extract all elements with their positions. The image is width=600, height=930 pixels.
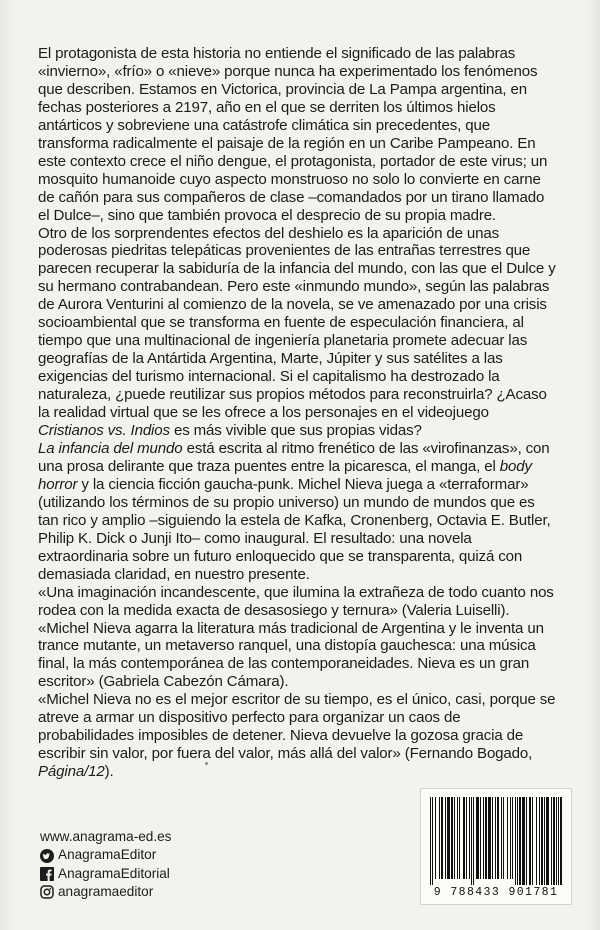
barcode-bar (515, 797, 516, 885)
text-run: Otro de los sorprendentes efectos del deshielo es la aparición de unas poderosas piedritas telepáticas provenientes de las entrañas terrestres que parecen recuperar la sabiduría de la infancia del mundo, con las que el Dulce y su hermano contrabandean. Pero este «inmundo mundo», según las palabras de Aurora Venturini al comienzo de la novela, se ve amenazado por una crisis socioambiental que se transforma en fuente de especulación financiera, al tiempo que una multinacional de ingeniería planetaria promete adecuar las geografías de la Antártida Argentina, Marte, Júpiter y sus satélites a las exigencias del turismo internacional. Si el capitalismo ha destrozado la naturaleza, ¿puede reutilizar sus propios métodos para reconstruirla? ¿Acaso la realidad virtual que se les ofrece a los personajes en el videojuego (38, 224, 556, 422)
facebook-link[interactable] (40, 865, 171, 883)
facebook-handle: AnagramaEditorial (58, 865, 170, 881)
publisher-links (40, 828, 171, 902)
facebook-icon (40, 867, 54, 881)
text-run: «Una imaginación incandescente, que ilumina la extrañeza de todo cuanto nos rodea con la medida exacta de desasosiego y ternura» (Valeria Luiselli). (38, 583, 554, 619)
barcode-bar (469, 797, 470, 879)
barcode-bar (512, 797, 513, 879)
barcode-bar (492, 797, 493, 879)
barcode-bar (476, 797, 479, 879)
isbn-barcode (420, 788, 572, 905)
barcode-bar (544, 797, 545, 885)
barcode-bar (441, 797, 443, 879)
barcode-bar (447, 797, 450, 879)
barcode-bar (517, 797, 518, 885)
barcode-bar (483, 797, 484, 879)
website-link[interactable] (40, 828, 171, 846)
twitter-handle: AnagramaEditor (58, 847, 157, 863)
barcode-bar (480, 797, 481, 879)
barcode-bar (556, 797, 557, 885)
barcode-bar (560, 797, 562, 885)
text-run: está escrita al ritmo frenético de las «virofinanzas», con una prosa delirante que traza puentes entre la picaresca, el manga, el (38, 439, 550, 475)
barcode-bar (519, 797, 521, 885)
text-run: «Michel Nieva agarra la literatura más tradicional de Argentina y le inventa un trance mutante, un metaverso ranquel, una distopía gauchesca: una música final, la más contemporánea de las contemporaneidades. Nieva es un gran escritor» (Gabriela Cabezón Cámara). (38, 619, 544, 691)
italic-title: body horror (38, 457, 532, 493)
website-text: www.anagrama-ed.es (40, 829, 172, 844)
twitter-link[interactable] (40, 846, 171, 864)
barcode-bar (526, 797, 527, 885)
barcode-bar (432, 797, 433, 885)
italic-title: Página/12 (38, 763, 105, 781)
barcode-bar (451, 797, 453, 879)
paragraph-estilo (38, 440, 558, 584)
quote-bogado (38, 691, 558, 781)
text-run: ). (104, 763, 114, 781)
quote-luiselli (38, 584, 558, 620)
blurb-text (38, 45, 558, 781)
barcode-bar (532, 797, 533, 885)
barcode-bar (435, 797, 436, 879)
barcode-bar (471, 797, 472, 885)
twitter-icon (40, 849, 54, 863)
quote-cabezon-camara (38, 620, 558, 692)
barcode-bar (473, 797, 474, 885)
barcode-bar (495, 797, 496, 879)
barcode-bar (503, 797, 504, 879)
barcode-bar (536, 797, 537, 885)
barcode-bar (522, 797, 525, 885)
decorative-dot (205, 762, 208, 765)
barcode-bar (539, 797, 540, 885)
barcode-bar (507, 797, 508, 879)
barcode-bar (457, 797, 458, 879)
text-run: El protagonista de esta historia no entiende el significado de las palabras «invierno», «frío» o «nieve» porque nunca ha experimentado los fenómenos que describen. Estamos en Victorica, provincia de La Pampa argentina, en fechas posteriores a 2197, año en el que se derriten los últimos hielos antárticos y sobreviene una catástrofe climática sin precedentes, que transforma radicalmente el paisaje de la región en un Caribe Pampeano. En este contexto crece el niño dengue, el protagonista, portador de este virus; un mosquito humanoide cuyo aspecto monstruoso no solo lo convierte en carne de cañón para sus compañeros de clase –comandados por un tirano llamado el Dulce–, sino que también provoca el desprecio de su propia madre. (38, 45, 548, 224)
barcode-bar (466, 797, 467, 879)
barcode-bar (546, 797, 549, 885)
barcode-bar (541, 797, 543, 885)
barcode-bar (463, 797, 465, 879)
barcode-bar (485, 797, 487, 879)
instagram-handle: anagramaeditor (58, 884, 154, 900)
text-run: «Michel Nieva no es el mejor escritor de su tiempo, es el único, casi, porque se atreve a armar un dispositivo perfecto para organizar un caos de probabilidades imposibles de detener. Nieva devuelve la gozosa gracia de escribir sin valor, por fuera del valor, más allá del valor» (Fernando Bogado, (38, 691, 556, 763)
text-run: y la ciencia ficción gaucha-punk. Michel Nieva juega a «terraformar» (utilizando los términos de su propio universo) un mundo de mundos que es tan rico y amplio –siguiendo la estela de Kafka, Cronenberg, Octavia E. Butler, Philip K. Dick o Junji Ito– como inaugural. El resultado: una novela extraordinaria sobre un futuro enloquecido que se transparenta, quizá con demasiada claridad, en nuestro presente. (38, 475, 551, 583)
barcode-bar (497, 797, 499, 879)
barcode-bar (459, 797, 460, 879)
barcode-bar (501, 797, 502, 879)
barcode-bar (445, 797, 446, 879)
isbn-number: 9 788433 901781 (433, 886, 559, 899)
italic-title: La infancia del mundo (38, 439, 183, 457)
paragraph-synopsis (38, 45, 558, 225)
italic-title: Cristianos vs. Indios (38, 422, 170, 440)
barcode-bar (439, 797, 440, 879)
barcode-bar (510, 797, 511, 879)
instagram-icon (40, 885, 54, 899)
barcode-bar (430, 797, 431, 885)
barcode-bar (553, 797, 555, 885)
barcode-bar (488, 797, 491, 879)
instagram-link[interactable] (40, 883, 171, 901)
barcode-bar (558, 797, 559, 885)
barcode-bar (551, 797, 552, 885)
paragraph-deshielo (38, 225, 558, 440)
barcode-bar (454, 797, 455, 879)
text-run: es más vivible que sus propias vidas? (169, 422, 422, 440)
barcode-bars (429, 797, 563, 885)
barcode-bar (529, 797, 531, 885)
